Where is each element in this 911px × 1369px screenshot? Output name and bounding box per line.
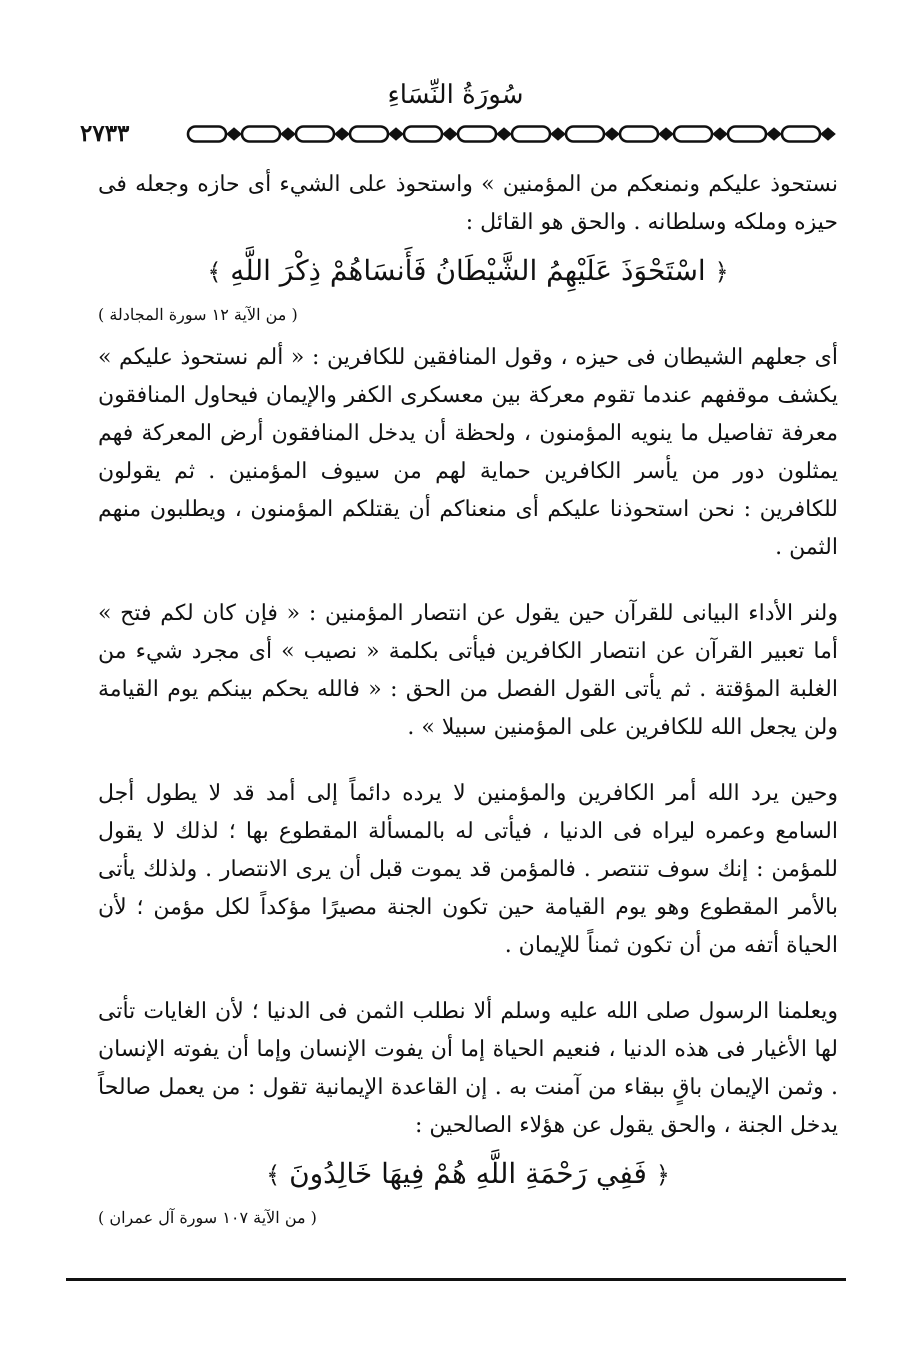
ornament-chain xyxy=(70,118,842,150)
ornament-diamond xyxy=(390,129,402,139)
verse-close-bracket: ﴾ xyxy=(207,258,222,286)
ornament-oval xyxy=(674,127,712,142)
ornament-oval xyxy=(782,127,820,142)
surah-title: سُورَةُ النِّسَاءِ xyxy=(387,80,524,110)
ornament-oval xyxy=(296,127,334,142)
ornament-oval xyxy=(566,127,604,142)
ornament-diamond xyxy=(606,129,618,139)
main-text xyxy=(98,166,838,1242)
ornament-diamond xyxy=(660,129,672,139)
ornament-oval xyxy=(404,127,442,142)
page-number: ٢٧٣٣ xyxy=(70,118,139,150)
ornament-diamond xyxy=(768,129,780,139)
verse-reference-1: ( من الآية ١٢ سورة المجادلة ) xyxy=(98,305,298,324)
ornament-oval xyxy=(350,127,388,142)
quran-verse-2 xyxy=(98,1151,838,1198)
footer-rule xyxy=(66,1278,846,1281)
ornament-oval xyxy=(512,127,550,142)
ornament-oval xyxy=(458,127,496,142)
verse-close-bracket: ﴾ xyxy=(266,1161,281,1189)
verse-open-bracket: ﴿ xyxy=(655,1161,670,1189)
ornament-diamond xyxy=(714,129,726,139)
verse-reference-2: ( من الآية ١٠٧ سورة آل عمران ) xyxy=(98,1208,317,1227)
ornament-oval xyxy=(728,127,766,142)
paragraph-3: ولنر الأداء البيانى للقرآن حين يقول عن انتصار المؤمنين : « فإن كان لكم فتح » أما تعبير القرآن عن انتصار الكافرين فيأتى بكلمة « نصيب » أى مجرد شيء من الغلبة المؤقتة . ثم يأتى القول الفصل من الحق : « فالله يحكم بينكم يوم القيامة ولن يجعل الله للكافرين على المؤمنين سبيلا » . xyxy=(98,601,838,740)
ornament-oval xyxy=(620,127,658,142)
paragraph-1: نستحوذ عليكم ونمنعكم من المؤمنين » واستحوذ على الشيء أى حازه وجعله فى حيزه وملكه وسلطانه . والحق هو القائل : xyxy=(98,172,838,235)
ornament-diamond xyxy=(822,129,834,139)
ornament-diamond xyxy=(552,129,564,139)
paragraph-4: وحين يرد الله أمر الكافرين والمؤمنين لا يرده دائماً إلى أمد قد لا يطول أجل السامع وعمره ليراه فى الدنيا ، فيأتى له بالمسألة المقطوع بها ؛ لذلك لا يقول للمؤمن : إنك سوف تنتصر . فالمؤمن قد يموت قبل أن يرى الانتصار . ولذلك يأتى بالأمر المقطوع وهو يوم القيامة حين تكون الجنة مصيرًا مؤكداً لكل مؤمن ؛ لأن الحياة أتفه من أن تكون ثمناً للإيمان . xyxy=(98,781,838,958)
ornament-diamond xyxy=(498,129,510,139)
ornament-oval xyxy=(242,127,280,142)
paragraph-5: ويعلمنا الرسول صلى الله عليه وسلم ألا نطلب الثمن فى الدنيا ؛ لأن الغايات تأتى لها الأغيار فى هذه الدنيا ، فنعيم الحياة إما أن يفوت الإنسان وإما أن يفوته الإنسان . وثمن الإيمان باقٍ ببقاء من آمنت به . إن القاعدة الإيمانية تقول : من يعمل صالحاً يدخل الجنة ، والحق يقول عن هؤلاء الصالحين : xyxy=(98,999,838,1138)
ornament-diamond xyxy=(228,129,240,139)
paragraph-2: أى جعلهم الشيطان فى حيزه ، وقول المنافقين للكافرين : « ألم نستحوذ عليكم » يكشف موقفهم عندما تقوم معركة بين معسكرى الكفر والإيمان فيحاول المنافقون معرفة تفاصيل ما ينويه المؤمنون ، ولحظة أن يدخل المنافقون أرض المعركة فهم يمثلون دور من يأسر الكافرين حماية لهم من سيوف المؤمنين . ثم يقولون للكافرين : نحن استحوذنا عليكم أى منعناكم أن يقتلكم المؤمنون ، ويطلبون منهم الثمن . xyxy=(98,345,838,560)
ornamental-header-band xyxy=(70,118,842,150)
ornament-diamond xyxy=(444,129,456,139)
verse-text: فَفِي رَحْمَةِ اللَّهِ هُمْ فِيهَا خَالِدُونَ xyxy=(289,1157,647,1190)
verse-text: اسْتَحْوَذَ عَلَيْهِمُ الشَّيْطَانُ فَأَنسَاهُمْ ذِكْرَ اللَّهِ xyxy=(230,254,706,287)
ornament-diamond xyxy=(282,129,294,139)
verse-open-bracket: ﴿ xyxy=(714,258,729,286)
quran-verse-1 xyxy=(98,248,838,295)
ornament-diamond xyxy=(336,129,348,139)
ornament-oval xyxy=(188,127,226,142)
